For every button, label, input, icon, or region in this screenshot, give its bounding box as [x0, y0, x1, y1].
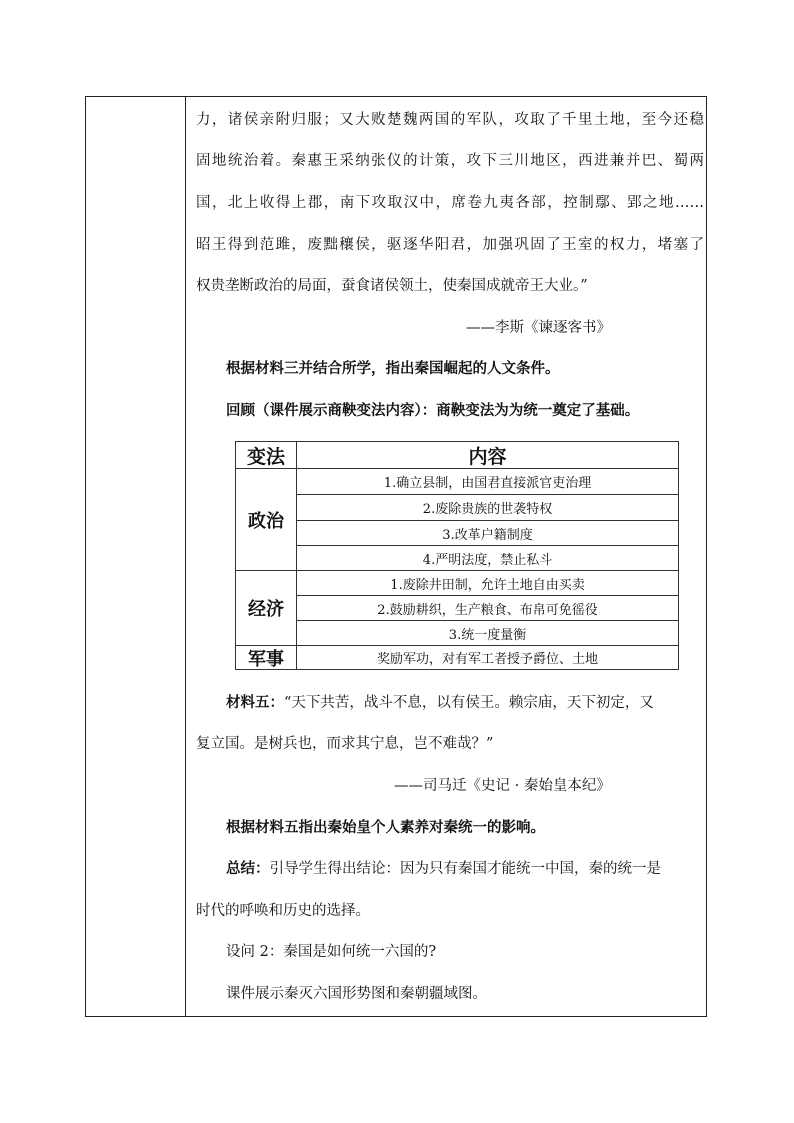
category-economy: 经济	[248, 599, 284, 620]
summary-text-1: 引导学生得出结论：因为只有秦国才能统一中国，秦的统一是	[269, 861, 661, 877]
reform-row: 1.废除井田制，允许土地自由买卖	[390, 577, 585, 593]
material5-source: ——司马迁《史记 · 秦始皇本纪》	[394, 778, 611, 794]
review-shang-yang: 回顾（课件展示商鞅变法内容）：商鞅变法为为统一奠定了基础。	[226, 402, 640, 419]
material3-line-4: 昭王得到范雎，废黜穰侯，驱逐华阳君，加强巩固了王室的权力，堵塞了	[196, 237, 704, 253]
material3-line-1: 力，诸侯亲附归服；又大败楚魏两国的军队，攻取了千里土地，至今还稳	[196, 112, 704, 128]
summary-line-1	[226, 859, 704, 879]
reform-row: 1.确立县制，由国君直接派官吏治理	[383, 476, 592, 491]
reform-row: 3.统一度量衡	[448, 627, 527, 643]
summary-line-2: 时代的呼唤和历史的选择。	[196, 903, 370, 919]
material3-source: ——李斯《谏逐客书》	[466, 320, 611, 336]
reform-row: 2.废除贵族的世袭特权	[422, 502, 553, 517]
material3-line-5: 权贵垄断政治的局面，蚕食诸侯领土，使秦国成就帝王大业。”	[196, 278, 588, 294]
summary-label: 总结：	[226, 860, 270, 877]
courseware-note: 课件展示秦灭六国形势图和秦朝疆域图。	[226, 986, 487, 1002]
reform-row: 2.鼓励耕织，生产粮食、布帛可免徭役	[377, 602, 598, 618]
material3-line-2: 固地统治着。秦惠王采纳张仪的计策，攻下三川地区，西进兼并巴、蜀两	[196, 153, 704, 169]
category-military: 军事	[248, 648, 284, 670]
reform-row: 奖励军功，对有军工者授予爵位、土地	[376, 652, 598, 667]
reform-row: 3.改革户籍制度	[442, 527, 533, 543]
lesson-table-column-divider	[185, 96, 186, 1017]
material5-line-2: 复立国。是树兵也，而求其宁息，岂不难哉？”	[196, 736, 494, 752]
question-material3: 根据材料三并结合所学，指出秦国崛起的人文条件。	[226, 360, 560, 377]
question-material5: 根据材料五指出秦始皇个人素养对秦统一的影响。	[226, 819, 545, 836]
material5-line-1	[226, 693, 704, 713]
reform-table	[235, 441, 679, 670]
question-2: 设问 2：秦国是如何统一六国的?	[226, 944, 437, 960]
material5-quote-1: “天下共苦，战斗不息，以有侯王。赖宗庙，天下初定，又	[284, 695, 654, 711]
reform-row: 4.严明法度，禁止私斗	[422, 552, 553, 568]
category-politics: 政治	[248, 510, 284, 532]
header-reform: 变法	[246, 445, 285, 468]
material3-line-3: 国，北上收得上郡，南下攻取汉中，席卷九夷各部，控制鄢、郢之地……	[196, 195, 704, 211]
material5-label: 材料五：	[226, 694, 284, 711]
header-content: 内容	[468, 445, 507, 468]
